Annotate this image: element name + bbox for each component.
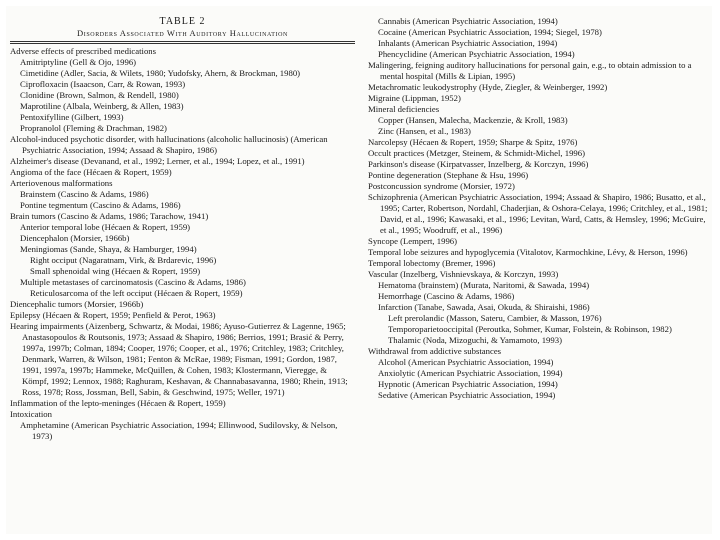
top-rule-double bbox=[10, 43, 355, 44]
right-entry-list bbox=[368, 16, 713, 401]
table-entry: Schizophrenia (American Psychiatric Association, 1994; Assaad & Shapiro, 1986; Busatto, et al., 1995; Carter, Robertson, Nordahl, Chaderjian, & Oshora-Celaya, 1996; Critchley, et al., 1981; David, et al., 1996; Kawasaki, et al., 1996; Levitan, Ward, Catts, & Hemsley, 1996; McGuire, et al., 1995; Woodruff, et al., 1996) bbox=[368, 192, 708, 235]
table-entry: Parkinson's disease (Kirpatvasser, Inzelberg, & Korczyn, 1996) bbox=[368, 159, 589, 169]
table-entry: Malingering, feigning auditory hallucinations for personal gain, e.g., to obtain admission to a mental hospital (Mills & Lipian, 1995) bbox=[368, 60, 692, 81]
table-entry: Brain tumors (Cascino & Adams, 1986; Tarachow, 1941) bbox=[10, 211, 209, 221]
table-entry: Multiple metastases of carcinomatosis (Cascino & Adams, 1986) bbox=[20, 277, 246, 287]
table-entry: Phencyclidine (American Psychiatric Association, 1994) bbox=[378, 49, 575, 59]
table-entry: Copper (Hansen, Malecha, Mackenzie, & Kroll, 1983) bbox=[378, 115, 568, 125]
table-entry: Pontine tegmentum (Cascino & Adams, 1986) bbox=[20, 200, 181, 210]
table-entry: Left prerolandic (Masson, Sateru, Cambier, & Masson, 1976) bbox=[388, 313, 602, 323]
table-entry: Temporoparietooccipital (Peroutka, Sohmer, Kumar, Folstein, & Robinson, 1982) bbox=[388, 324, 672, 334]
table-entry: Amphetamine (American Psychiatric Association, 1994; Ellinwood, Sudilovsky, & Nelson, 1973) bbox=[20, 420, 338, 441]
left-column bbox=[10, 16, 355, 442]
table-entry: Inhalants (American Psychiatric Association, 1994) bbox=[378, 38, 558, 48]
table-entry: Hearing impairments (Aizenberg, Schwartz, & Modai, 1986; Ayuso-Gutierrez & Lagenne, 1965; Anastasopoulos & Routsonis, 1973; Assaad & Shapiro, 1986; Berrios, 1991; Brasić & Perry, 1997a, 1997b; Colman, 1894; Cooper, 1976; Cooper, et al., 1976; Critchley, 1983; Critchley, Denmark, Warren, & Wilson, 1981; Fenton & McRae, 1989; Fisman, 1991; Gordon, 1987, 1991, 1997a, 1997b; Hammeke, McQuillen, & Cohen, 1983; Klostermann, Vieregge, & Kömpf, 1992; Lennox, 1988; Raghuram, Keshavan, & Channabasavanna, 1980; Rhein, 1913; Ross, 1978; Ross, Jossman, Bell, Sabin, & Geschwind, 1975; Weller, 1971) bbox=[10, 321, 348, 397]
table-entry: Thalamic (Noda, Mizoguchi, & Yamamoto, 1993) bbox=[388, 335, 562, 345]
table-entry: Maprotiline (Albala, Weinberg, & Allen, 1983) bbox=[20, 101, 184, 111]
table-entry: Inflammation of the lepto-meninges (Hécaen & Ropert, 1959) bbox=[10, 398, 226, 408]
table-entry: Propranolol (Fleming & Drachman, 1982) bbox=[20, 123, 167, 133]
table-entry: Cocaine (American Psychiatric Association, 1994; Siegel, 1978) bbox=[378, 27, 602, 37]
scanned-page bbox=[6, 6, 712, 534]
table-entry: Epilepsy (Hécaen & Ropert, 1959; Penfield & Perot, 1963) bbox=[10, 310, 216, 320]
table-entry: Occult practices (Metzger, Steinem, & Schmidt-Michel, 1996) bbox=[368, 148, 586, 158]
table-entry: Meningiomas (Sande, Shaya, & Hamburger, 1994) bbox=[20, 244, 197, 254]
table-entry: Temporal lobectomy (Bremer, 1996) bbox=[368, 258, 496, 268]
table-entry: Pentoxifylline (Gilbert, 1993) bbox=[20, 112, 124, 122]
table-entry: Narcolepsy (Hécaen & Ropert, 1959; Sharpe & Spitz, 1976) bbox=[368, 137, 578, 147]
table-entry: Diencephalic tumors (Morsier, 1966b) bbox=[10, 299, 144, 309]
table-entry: Anxiolytic (American Psychiatric Association, 1994) bbox=[378, 368, 563, 378]
table-entry: Anterior temporal lobe (Hécaen & Ropert, 1959) bbox=[20, 222, 191, 232]
table-entry: Hematoma (brainstem) (Murata, Naritomi, & Sawada, 1994) bbox=[378, 280, 590, 290]
table-entry: Metachromatic leukodystrophy (Hyde, Ziegler, & Weinberger, 1992) bbox=[368, 82, 608, 92]
table-entry: Adverse effects of prescribed medications bbox=[10, 46, 157, 56]
table-entry: Alzheimer's disease (Devanand, et al., 1992; Lerner, et al., 1994; Lopez, et al., 1991) bbox=[10, 156, 305, 166]
table-title: Disorders Associated With Auditory Hallucination bbox=[76, 28, 288, 38]
table-entry: Right occiput (Nagaratnam, Virk, & Brdarevic, 1996) bbox=[30, 255, 217, 265]
table-entry: Temporal lobe seizures and hypoglycemia (Vitalotov, Karmochkine, Lévy, & Herson, 1996) bbox=[368, 247, 688, 257]
top-rule bbox=[10, 41, 355, 42]
table-entry: Hemorrhage (Cascino & Adams, 1986) bbox=[378, 291, 515, 301]
table-entry: Infarction (Tanabe, Sawada, Asai, Okuda, & Shiraishi, 1986) bbox=[378, 302, 590, 312]
table-entry: Vascular (Inzelberg, Vishnievskaya, & Korczyn, 1993) bbox=[368, 269, 559, 279]
table-label: TABLE 2 bbox=[159, 16, 206, 27]
table-entry: Migraine (Lippman, 1952) bbox=[368, 93, 461, 103]
table-entry: Angioma of the face (Hécaen & Ropert, 1959) bbox=[10, 167, 172, 177]
table-entry: Reticulosarcoma of the left occiput (Hécaen & Ropert, 1959) bbox=[30, 288, 243, 298]
table-entry: Hypnotic (American Psychiatric Association, 1994) bbox=[378, 379, 558, 389]
table-entry: Mineral deficiencies bbox=[368, 104, 440, 114]
table-entry: Intoxication bbox=[10, 409, 52, 419]
table-entry: Alcohol (American Psychiatric Association, 1994) bbox=[378, 357, 554, 367]
table-entry: Small sphenoidal wing (Hécaen & Ropert, 1959) bbox=[30, 266, 201, 276]
table-entry: Brainstem (Cascino & Adams, 1986) bbox=[20, 189, 149, 199]
table-entry: Cimetidine (Adler, Sacia, & Wilets, 1980; Yudofsky, Ahern, & Brockman, 1980) bbox=[20, 68, 301, 78]
table-entry: Withdrawal from addictive substances bbox=[368, 346, 502, 356]
table-entry: Pontine degeneration (Stephane & Hsu, 1996) bbox=[368, 170, 529, 180]
table-entry: Ciprofloxacin (Isaacson, Carr, & Rowan, 1993) bbox=[20, 79, 186, 89]
table-entry: Cannabis (American Psychiatric Association, 1994) bbox=[378, 16, 558, 26]
table-entry: Clonidine (Brown, Salmon, & Rendell, 1980) bbox=[20, 90, 179, 100]
table-entry: Amitriptyline (Gell & Ojo, 1996) bbox=[20, 57, 137, 67]
table-entry: Arteriovenous malformations bbox=[10, 178, 113, 188]
table-entry: Postconcussion syndrome (Morsier, 1972) bbox=[368, 181, 515, 191]
table-entry: Zinc (Hansen, et al., 1983) bbox=[378, 126, 471, 136]
table-entry: Alcohol-induced psychotic disorder, with hallucinations (alcoholic hallucinosis) (American Psychiatric Association, 1994; Assaad & Shapiro, 1986) bbox=[10, 134, 328, 155]
left-entry-list bbox=[10, 46, 355, 442]
right-column bbox=[368, 16, 713, 401]
table-entry: Syncope (Lempert, 1996) bbox=[368, 236, 458, 246]
table-entry: Diencephalon (Morsier, 1966b) bbox=[20, 233, 130, 243]
table-entry: Sedative (American Psychiatric Association, 1994) bbox=[378, 390, 556, 400]
